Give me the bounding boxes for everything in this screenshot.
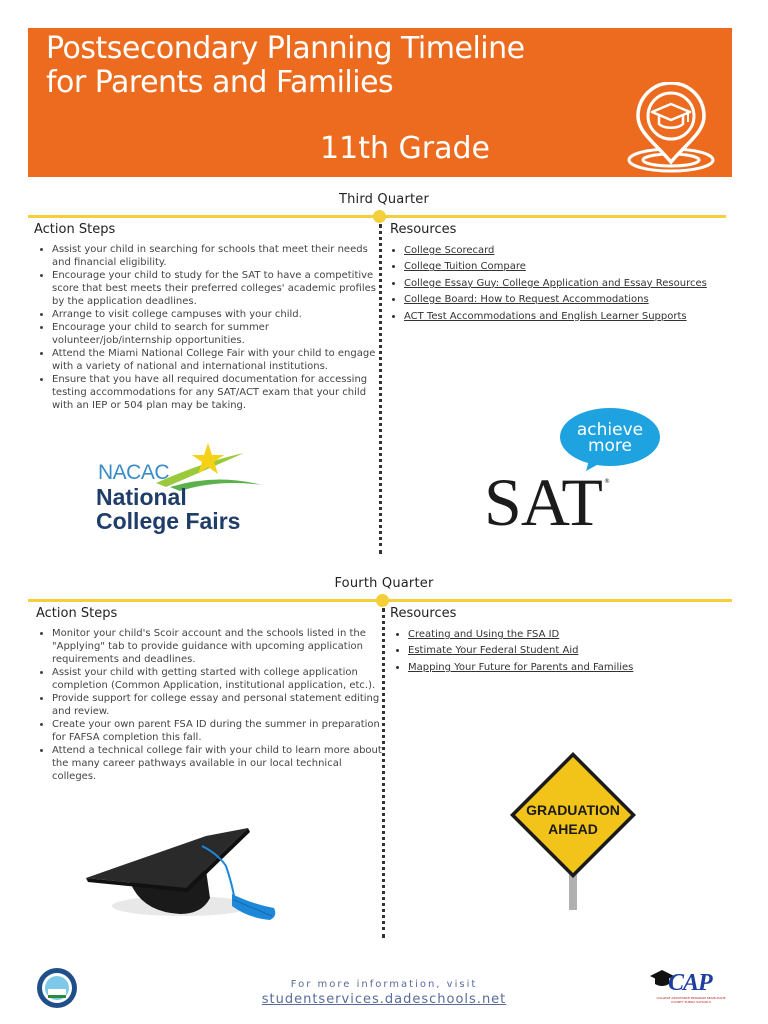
third-quarter-title: Third Quarter: [338, 192, 430, 207]
resource-link-college-tuition-compare[interactable]: College Tuition Compare: [404, 261, 526, 273]
sign-line-1: GRADUATION: [526, 802, 620, 818]
action-steps-heading: Action Steps: [36, 606, 118, 621]
resources-heading: Resources: [390, 222, 457, 237]
action-step: • Ensure that you have all required documentation for accessing testing accommodations for any SAT/ACT exam that your child with an IEP or 504 plan may be taking.: [52, 373, 376, 412]
sat-logo: SAT: [484, 464, 602, 540]
action-step: • Arrange to visit college campuses with your child.: [52, 308, 376, 321]
action-steps-heading: Action Steps: [34, 222, 116, 237]
cap-wordmark: CAP: [668, 970, 712, 996]
fourth-quarter-title: Fourth Quarter: [334, 576, 434, 591]
resource-link-act-accommodations[interactable]: ACT Test Accommodations and English Learner Supports: [404, 310, 687, 322]
resource-item: [408, 661, 728, 674]
footer-website-link[interactable]: studentservices.dadeschools.net: [261, 992, 507, 1007]
action-steps-list: [38, 627, 382, 783]
action-step: • Encourage your child to study for the SAT to have a competitive score that best meets their preferred colleges' academic profiles by the application deadlines.: [52, 269, 376, 308]
title-line-2: for Parents and Families: [46, 65, 394, 100]
resources-list: [396, 628, 728, 677]
page-header: [28, 28, 732, 177]
title-line-1: Postsecondary Planning Timeline: [46, 31, 525, 66]
resources-list: [392, 244, 724, 326]
resource-link-estimate-federal-aid[interactable]: Estimate Your Federal Student Aid: [408, 645, 579, 657]
action-steps-list: [38, 243, 376, 412]
resource-item: [408, 628, 728, 641]
resources-heading: Resources: [390, 606, 457, 621]
grade-heading: 11th Grade: [320, 131, 490, 166]
action-step: • Attend the Miami National College Fair with your child to engage with a variety of national and international institutions.: [52, 347, 376, 373]
sign-line-2: AHEAD: [548, 821, 598, 837]
action-step: • Assist your child in searching for schools that meet their needs and financial eligibility.: [52, 243, 376, 269]
ncf-line-1: National: [96, 484, 187, 510]
achieve-text: achieve: [576, 420, 644, 440]
achieve-more-speech-bubble: [560, 407, 660, 471]
resource-item: [404, 310, 724, 323]
resource-link-fsa-id[interactable]: Creating and Using the FSA ID: [408, 629, 560, 640]
action-step: • Assist your child with getting started with college application completion (Common Application, institutional application, etc.).: [52, 666, 382, 692]
resource-link-college-essay-guy[interactable]: College Essay Guy: College Application and Essay Resources: [404, 277, 707, 289]
nacac-national-college-fairs-logo: [96, 443, 276, 539]
action-step: • Create your own parent FSA ID during the summer in preparation for FAFSA completion this fall.: [52, 718, 382, 744]
column-divider: [382, 608, 385, 938]
resource-link-college-board-accommodations[interactable]: College Board: How to Request Accommodations: [404, 294, 649, 306]
timeline-dot: [376, 594, 389, 607]
action-step: • Encourage your child to search for summer volunteer/job/internship opportunities.: [52, 321, 376, 347]
resource-link-college-scorecard[interactable]: College Scorecard: [404, 245, 495, 256]
more-text: more: [587, 436, 633, 456]
timeline-dot: [373, 210, 386, 223]
graduation-location-pin-icon: [624, 82, 718, 174]
action-step: • Provide support for college essay and personal statement editing and review.: [52, 692, 382, 718]
action-step: • Monitor your child's Scoir account and the schools listed in the "Applying" tab to provide guidance with upcoming application requirements and deadlines.: [52, 627, 382, 666]
resource-link-mapping-your-future[interactable]: Mapping Your Future for Parents and Families: [408, 661, 634, 673]
graduation-cap-image: [82, 826, 292, 926]
cap-subtitle: COLLEGE ASSISTANCE PROGRAM MIAMI-DADE COUNTY PUBLIC SCHOOLS: [656, 996, 726, 1004]
resource-item: [404, 293, 724, 306]
resource-item: [404, 260, 724, 273]
ncf-line-2: College Fairs: [96, 508, 241, 534]
cap-logo: [650, 968, 724, 1008]
registered-mark: ®: [604, 478, 610, 485]
page-title: [46, 32, 646, 100]
resource-item: [408, 644, 728, 657]
resource-item: [404, 277, 724, 290]
graduation-ahead-sign-image: [508, 752, 638, 912]
resource-item: [404, 244, 724, 257]
action-step: • Attend a technical college fair with your child to learn more about the many career pathways available in our local technical colleges.: [52, 744, 382, 783]
column-divider: [379, 224, 382, 554]
nacac-wordmark: NACAC: [98, 461, 170, 484]
footer-info-text: For more information, visit: [290, 979, 478, 990]
national-college-fairs-wordmark: [96, 485, 296, 533]
